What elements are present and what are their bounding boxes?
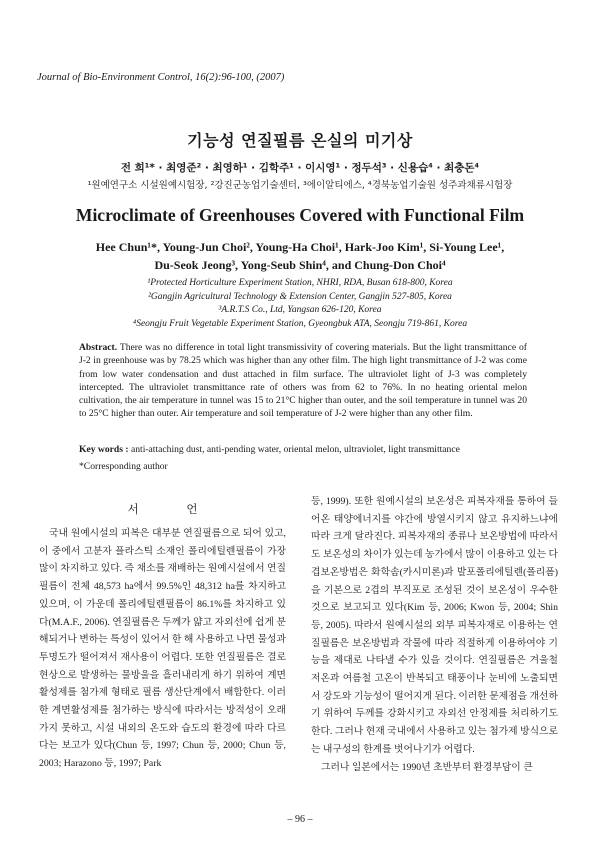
keywords — [79, 443, 527, 456]
english-authors-line-1: Hee Chun¹*, Young-Jun Choi², Young-Ha Choi¹, Hark-Joo Kim¹, Si-Young Lee¹, — [95, 240, 505, 254]
corresponding-author-note: *Corresponding author — [79, 461, 168, 472]
keywords-text: anti-attaching dust, anti-pending water, oriental melon, ultraviolet, light transmittance — [130, 444, 460, 455]
affiliation-4: ⁴Seongju Fruit Vegetable Experiment Station, Gyeongbuk ATA, Seongju 719-861, Korea — [132, 318, 468, 329]
affiliation-3: ³A.R.T.S Co., Ltd, Yangsan 626-120, Korea — [218, 305, 382, 315]
korean-authors: 전 희¹* · 최영준² · 최영하¹ · 김학주¹ · 이시영¹ · 정두석³ · 신용습⁴ · 최충돈⁴ — [120, 162, 480, 174]
korean-affiliations: ¹원예연구소 시설원예시험장, ²강진군농업기술센터, ³에이알티에스, ⁴경북농업기술원 성주과채류시험장 — [87, 180, 513, 191]
body-paragraph: 그러나 일본에서는 1990년 초반부터 환경부담이 큰 — [321, 761, 533, 773]
abstract-label: Abstract. — [79, 342, 118, 353]
body-column-right — [311, 493, 558, 776]
body-column-left — [39, 493, 286, 773]
journal-citation: Journal of Bio-Environment Control, 16(2):96-100, (2007) — [37, 72, 285, 83]
korean-title: 기능성 연질필름 온실의 미기상 — [187, 131, 413, 150]
english-title: Microclimate of Greenhouses Covered with Functional Film — [75, 205, 525, 225]
english-affiliations — [0, 277, 600, 331]
section-heading-introduction: 서 언 — [127, 502, 220, 516]
body-paragraph: 등, 1999). 또한 원예시설의 보온성은 피복자재를 통하여 들어온 태양에너지를 야간에 방열시키지 않고 유지하느냐에 따라 크게 달라진다. 피복자재의 종류나 보온방법에 따라서도 보온성의 차이가 있는데 농가에서 많이 이용하고 있는 다겹보온방법은 화학솜(카시미론)과 발포폴리에틸렌(폴리폼)을 기본으로 2겹의 부직포로 조성된 것이 보온성이 우수한 것으로 보고되고 있다(Kim 등, 2006; Kwon 등, 2004; Shin 등, 2005). 따라서 원예시설의 외부 피복자재로 이용하는 연질필름은 보온방법과 작물에 따라 적절하게 이용하여야 기능을 제대로 나타낼 수가 있을 것이다. 연질필름은 겨울철 저온과 여름철 고온이 반복되고 태풍이나 눈비에 노출되면서 강도와 기능성이 떨어지게 된다. 이러한 문제점을 개선하기 위하여 두께를 강화시키고 자외선 안정제를 처리하기도 한다. 그러나 현재 국내에서 사용하고 있는 첨가제 방식으로는 내구성의 한계를 벗어나기가 어렵다. — [311, 496, 558, 755]
page-number: – 96 – — [287, 814, 313, 825]
english-authors — [0, 238, 600, 274]
abstract — [79, 341, 527, 421]
affiliation-2: ²Gangjin Agricultural Technology & Extension Center, Gangjin 527-805, Korea — [148, 291, 452, 302]
english-authors-line-2: Du-Seok Jeong³, Yong-Seub Shin⁴, and Chung-Don Choi⁴ — [154, 258, 446, 272]
body-paragraph: 국내 원예시설의 피복은 대부분 연질필름으로 되어 있고, 이 중에서 고분자 플라스틱 소재인 폴리에틸렌필름이 가장 많이 차지하고 있다. 즉 채소를 재배하는 원예시설에서 연질필름이 전체 48,573 ha에서 99.5%인 48,312 ha를 차지하고 있으며, 이 가운데 폴리에틸렌필름이 86.1%를 차지하고 있다(M.A.F., 2006). 연질필름은 두께가 얇고 자외선에 쉽게 분해되거나 변하는 특성이 있어서 한 해 사용하고 나면 물성과 투명도가 떨어져서 재사용이 어렵다. 또한 연질필름은 결로현상으로 발생하는 물방울을 흘러내리게 하기 위하여 계면활성제를 첨가제 형태로 필름 생산단계에서 배합한다. 이러한 계면활성제를 첨가하는 방식에 따라서는 방적성이 오래 가지 못하고, 시설 내외의 온도와 습도의 환경에 따라 다르다는 보고가 있다(Chun 등, 1997; Chun 등, 2000; Chun 등, 2003; Harazono 등, 1997; Park — [39, 528, 286, 770]
affiliation-1: ¹Protected Horticulture Experiment Station, NHRI, RDA, Busan 618-800, Korea — [147, 278, 453, 288]
keywords-label: Key words : — [79, 444, 129, 455]
abstract-text: There was no difference in total light transmissivity of covering materials. But the light transmittance of J-2 in greenhouse was by 78.25 which was higher than any other film. The high light transmittance of J-2 was come from low water condensation and dust attached in film surface. The ultraviolet light of J-3 was completely intercepted. The ultraviolet transmittance rate of others was from 62 to 76%. In no heating oriental melon cultivation, the air temperature in tunnel was 15 to 21°C higher than outer, and the soil temperature in tunnel was 20 to 25°C higher than outer. Air temperature and soil temperature of J-2 were higher than any other film. — [79, 342, 527, 420]
